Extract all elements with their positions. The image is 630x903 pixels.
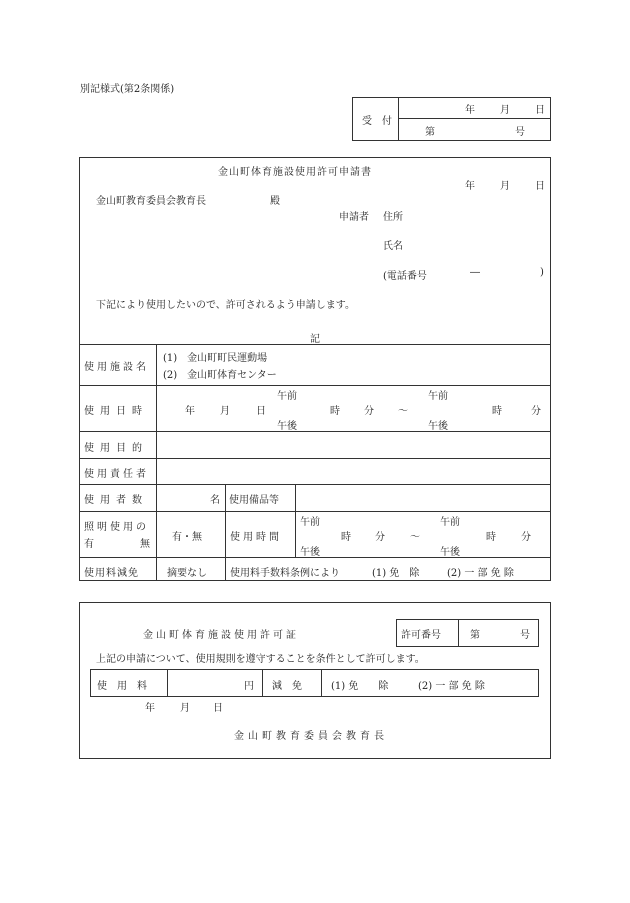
lighting-end-hour: 時 (486, 532, 496, 543)
permit-yen: 円 (244, 681, 254, 692)
dono: 殿 (270, 196, 280, 207)
datetime-label: 使用日時 (84, 406, 148, 417)
phone-label: (電話番号 (383, 271, 427, 282)
lighting-label-yes: 有 (84, 539, 94, 550)
facility-option-1: (1) 金山町町民運動場 (163, 353, 268, 364)
permit-title: 金山町体育施設使用許可証 (143, 630, 299, 641)
application-title: 金山町体育施設使用許可申請書 (218, 167, 372, 178)
datetime-end-hour: 時 (492, 406, 502, 417)
lighting-label-line1: 照明使用の (84, 522, 149, 533)
datetime-start-am: 午前 (277, 391, 297, 402)
permit-option-2: (2) 一 部 免 除 (418, 681, 485, 692)
receipt-dai: 第 (425, 127, 435, 138)
lighting-end-pm: 午後 (440, 547, 460, 558)
permit-year: 年 (145, 703, 155, 714)
request-text: 下記により使用したいので、許可されるよう申請します。 (96, 300, 355, 311)
lighting-tilde: ～ (410, 532, 420, 543)
lighting-time-label: 使用時間 (230, 532, 282, 543)
fee-reduction-value: 摘要なし (167, 568, 207, 579)
datetime-end-pm: 午後 (428, 421, 448, 432)
datetime-start-pm: 午後 (277, 421, 297, 432)
permit-text: 上記の申請について、使用規則を遵守することを条件として許可します。 (96, 654, 425, 665)
datetime-start-hour: 時 (330, 406, 340, 417)
datetime-end-minute: 分 (531, 406, 541, 417)
lighting-start-am: 午前 (300, 517, 320, 528)
datetime-month: 月 (220, 406, 230, 417)
permit-go: 号 (520, 630, 530, 641)
fee-option-2: (2) 一 部 免 除 (447, 568, 514, 579)
permit-month: 月 (180, 703, 190, 714)
equipment-label: 使用備品等 (229, 495, 279, 506)
datetime-end-am: 午前 (428, 391, 448, 402)
permit-fee-label: 使 用 料 (97, 681, 147, 692)
users-label: 使用者数 (84, 495, 148, 506)
fee-reduction-label: 使用料減免 (84, 568, 139, 579)
lighting-end-am: 午前 (440, 517, 460, 528)
address-label: 住所 (383, 212, 403, 223)
lighting-end-minute: 分 (521, 532, 531, 543)
lighting-start-hour: 時 (341, 532, 351, 543)
application-month: 月 (500, 181, 510, 192)
permit-dai: 第 (470, 630, 480, 641)
lighting-label-no: 無 (140, 539, 150, 550)
ki-label: 記 (310, 334, 320, 345)
facility-label: 使用施設名 (84, 362, 149, 373)
name-label: 氏名 (383, 241, 403, 252)
responsible-label: 使用責任者 (84, 469, 149, 480)
lighting-yes-no: 有・無 (172, 532, 202, 543)
permit-day: 日 (213, 703, 223, 714)
permit-reduction-label: 減 免 (272, 681, 302, 692)
receipt-go: 号 (515, 127, 525, 138)
users-unit: 名 (210, 495, 220, 506)
datetime-year: 年 (185, 406, 195, 417)
receipt-label: 受 付 (362, 116, 392, 127)
receipt-day: 日 (535, 105, 545, 116)
datetime-day: 日 (256, 406, 266, 417)
receipt-year: 年 (465, 105, 475, 116)
datetime-start-minute: 分 (364, 406, 374, 417)
fee-option-1: (1) 免 除 (372, 568, 420, 579)
phone-close: ) (540, 267, 544, 278)
application-day: 日 (535, 181, 545, 192)
datetime-tilde: ～ (398, 406, 408, 417)
lighting-start-pm: 午後 (300, 547, 320, 558)
addressee: 金山町教育委員会教育長 (96, 196, 206, 207)
permit-issuer: 金山町教育委員会教育長 (234, 731, 388, 742)
purpose-label: 使用目的 (84, 443, 148, 454)
applicant-label: 申請者 (339, 212, 369, 223)
form-reference: 別記様式(第2条関係) (80, 84, 175, 95)
permit-option-1: (1) 免 除 (331, 681, 389, 692)
permit-number-label: 許可番号 (401, 630, 441, 641)
lighting-start-minute: 分 (375, 532, 385, 543)
facility-option-2: (2) 金山町体育センター (163, 370, 277, 381)
fee-ordinance-text: 使用料手数料条例により (230, 568, 340, 579)
phone-dash: ― (470, 267, 480, 278)
receipt-month: 月 (500, 105, 510, 116)
application-year: 年 (465, 181, 475, 192)
